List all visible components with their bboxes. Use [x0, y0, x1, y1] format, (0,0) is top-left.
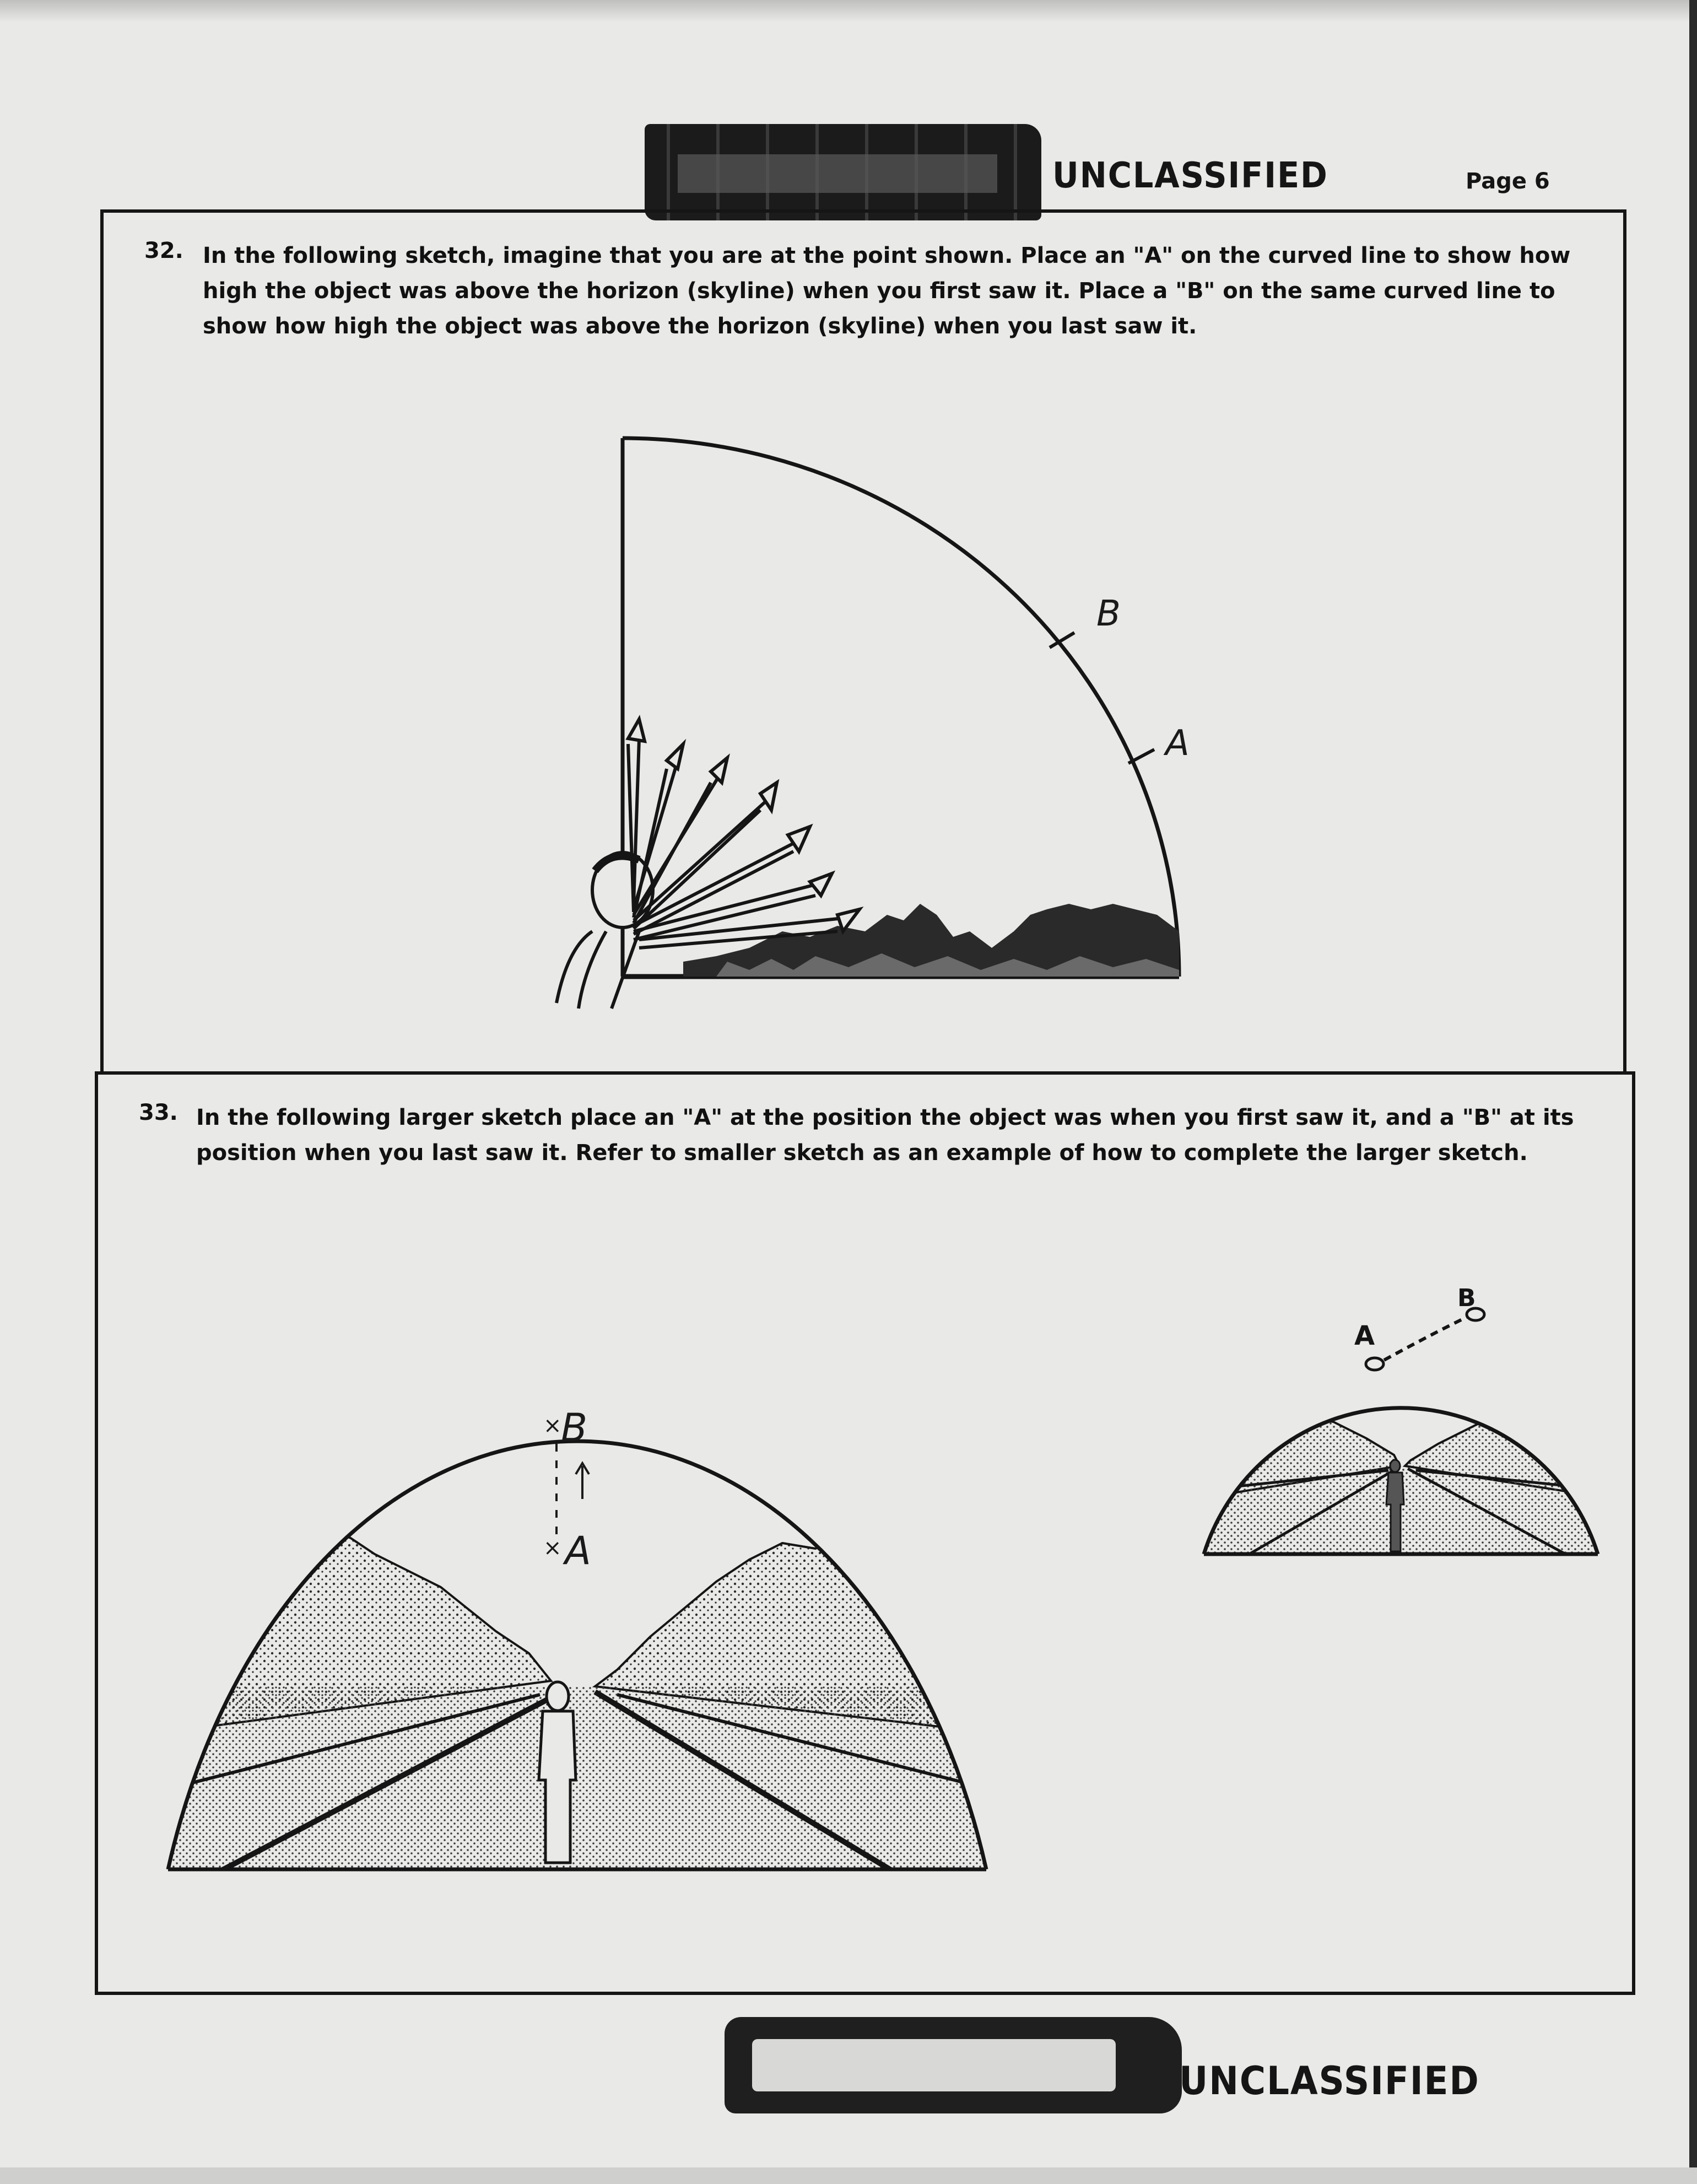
example-mark-a-label: A	[1354, 1320, 1375, 1351]
question-33-text: In the following larger sketch place an "A" at the position the object was when you first saw it, and a "B" at its position when you last saw it. Refer to smaller sketch as an example of how to complete the larger sketch.	[196, 1105, 1574, 1166]
large-mark-b-label: B	[561, 1405, 588, 1450]
example-start-circle	[1366, 1358, 1383, 1370]
example-mark-b-label: B	[1457, 1284, 1476, 1312]
page-number: Page 6	[1466, 169, 1550, 194]
question-32-text: In the following sketch, imagine that you are at the point shown. Place an "A" on the curved line to show how high the object was above the horizon (skyline) when you first saw it. Place a "B" on the same curved line to show how high the object was above the horizon (skyline) when you last saw it.	[203, 243, 1571, 339]
question-32-number: 32.	[144, 238, 183, 263]
question-33-number: 33.	[139, 1100, 178, 1125]
example-trajectory	[1384, 1317, 1467, 1360]
large-mark-a-label: A	[565, 1528, 591, 1573]
mark-a-label: A	[1165, 723, 1190, 764]
classification-header: UNCLASSIFIED	[1052, 155, 1328, 196]
svg-text:×: ×	[543, 1535, 562, 1561]
mark-b-label: B	[1096, 594, 1121, 634]
svg-text:×: ×	[543, 1413, 562, 1438]
classification-footer: UNCLASSIFIED	[1179, 2058, 1480, 2104]
redaction-stamp-bottom	[725, 2017, 1182, 2113]
